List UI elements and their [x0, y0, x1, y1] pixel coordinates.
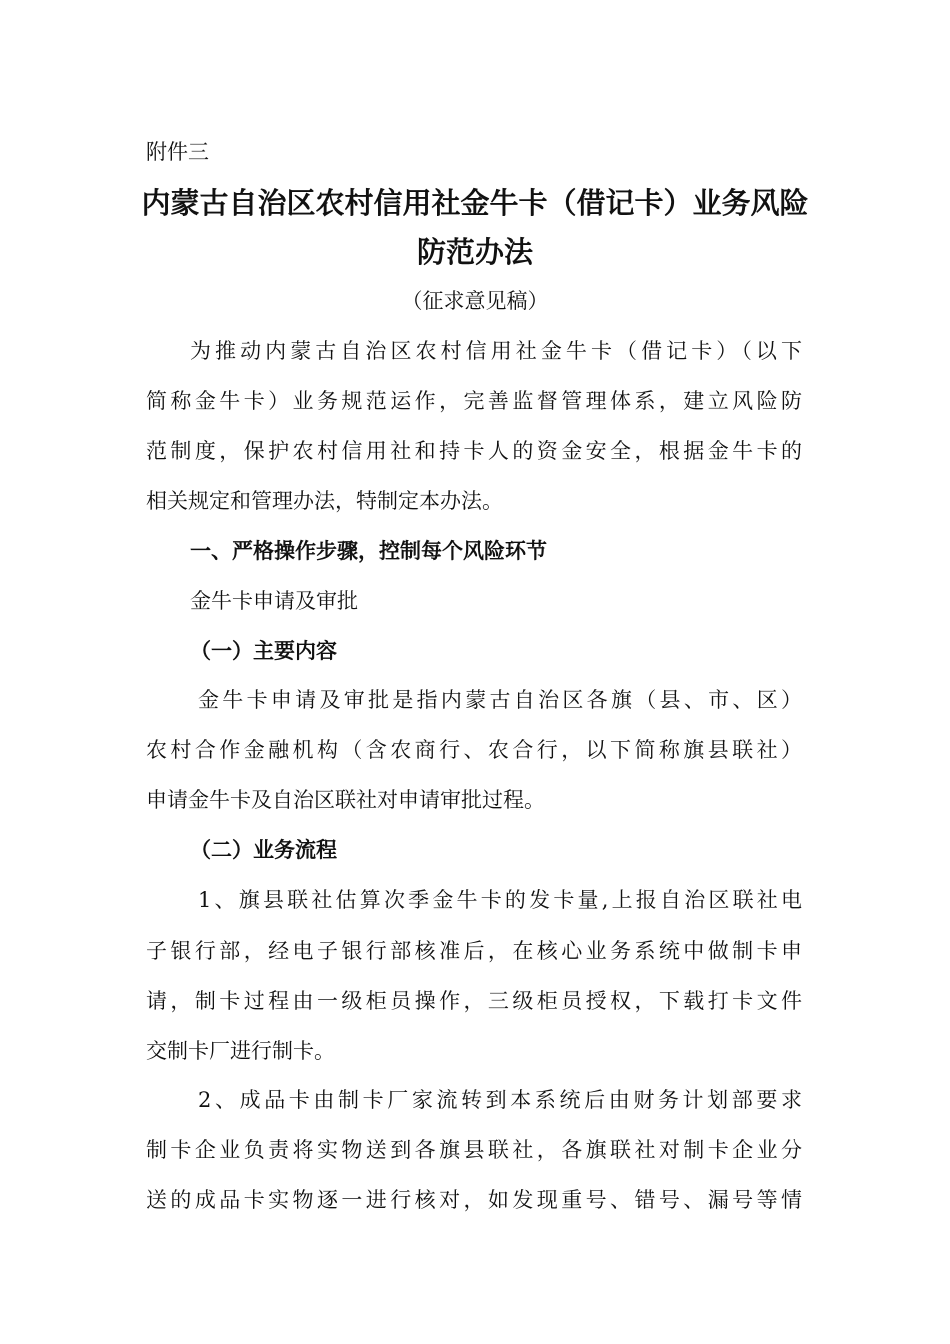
part-heading: （一）主要内容: [190, 639, 337, 663]
document-title-line-1: 内蒙古自治区农村信用社金牛卡（借记卡）业务风险: [141, 186, 809, 220]
intro-line: 相关规定和管理办法，特制定本办法。: [146, 489, 503, 513]
paragraph-line: 农村合作金融机构（含农商行、农合行，以下简称旗县联社）: [146, 738, 802, 762]
intro-line: 简称金牛卡）业务规范运作，完善监督管理体系，建立风险防: [146, 389, 802, 413]
paragraph-line: 请，制卡过程由一级柜员操作，三级柜员授权，下载打卡文件: [146, 989, 802, 1013]
paragraph-line: 制卡企业负责将实物送到各旗县联社，各旗联社对制卡企业分: [146, 1138, 802, 1162]
document-title-line-2: 防范办法: [416, 235, 533, 269]
paragraph-line: 2、成品卡由制卡厂家流转到本系统后由财务计划部要求: [198, 1088, 802, 1112]
paragraph-line: 金牛卡申请及审批是指内蒙古自治区各旗（县、市、区）: [198, 688, 802, 712]
attachment-label: 附件三: [146, 140, 209, 164]
section-heading: 一、严格操作步骤，控制每个风险环节: [190, 539, 547, 563]
intro-line: 为推动内蒙古自治区农村信用社金牛卡（借记卡）（以下: [190, 339, 802, 363]
part-heading: （二）业务流程: [190, 838, 337, 862]
paragraph-line: 交制卡厂进行制卡。: [146, 1039, 335, 1063]
paragraph-line: 1、旗县联社估算次季金牛卡的发卡量,上报自治区联社电: [198, 888, 802, 912]
subsection-heading: 金牛卡申请及审批: [190, 589, 358, 613]
intro-line: 范制度，保护农村信用社和持卡人的资金安全，根据金牛卡的: [146, 439, 802, 463]
paragraph-line: 子银行部，经电子银行部核准后，在核心业务系统中做制卡申: [146, 939, 802, 963]
paragraph-line: 送的成品卡实物逐一进行核对，如发现重号、错号、漏号等情: [146, 1188, 802, 1212]
draft-note: （征求意见稿）: [401, 289, 549, 313]
paragraph-line: 申请金牛卡及自治区联社对申请审批过程。: [146, 788, 545, 812]
